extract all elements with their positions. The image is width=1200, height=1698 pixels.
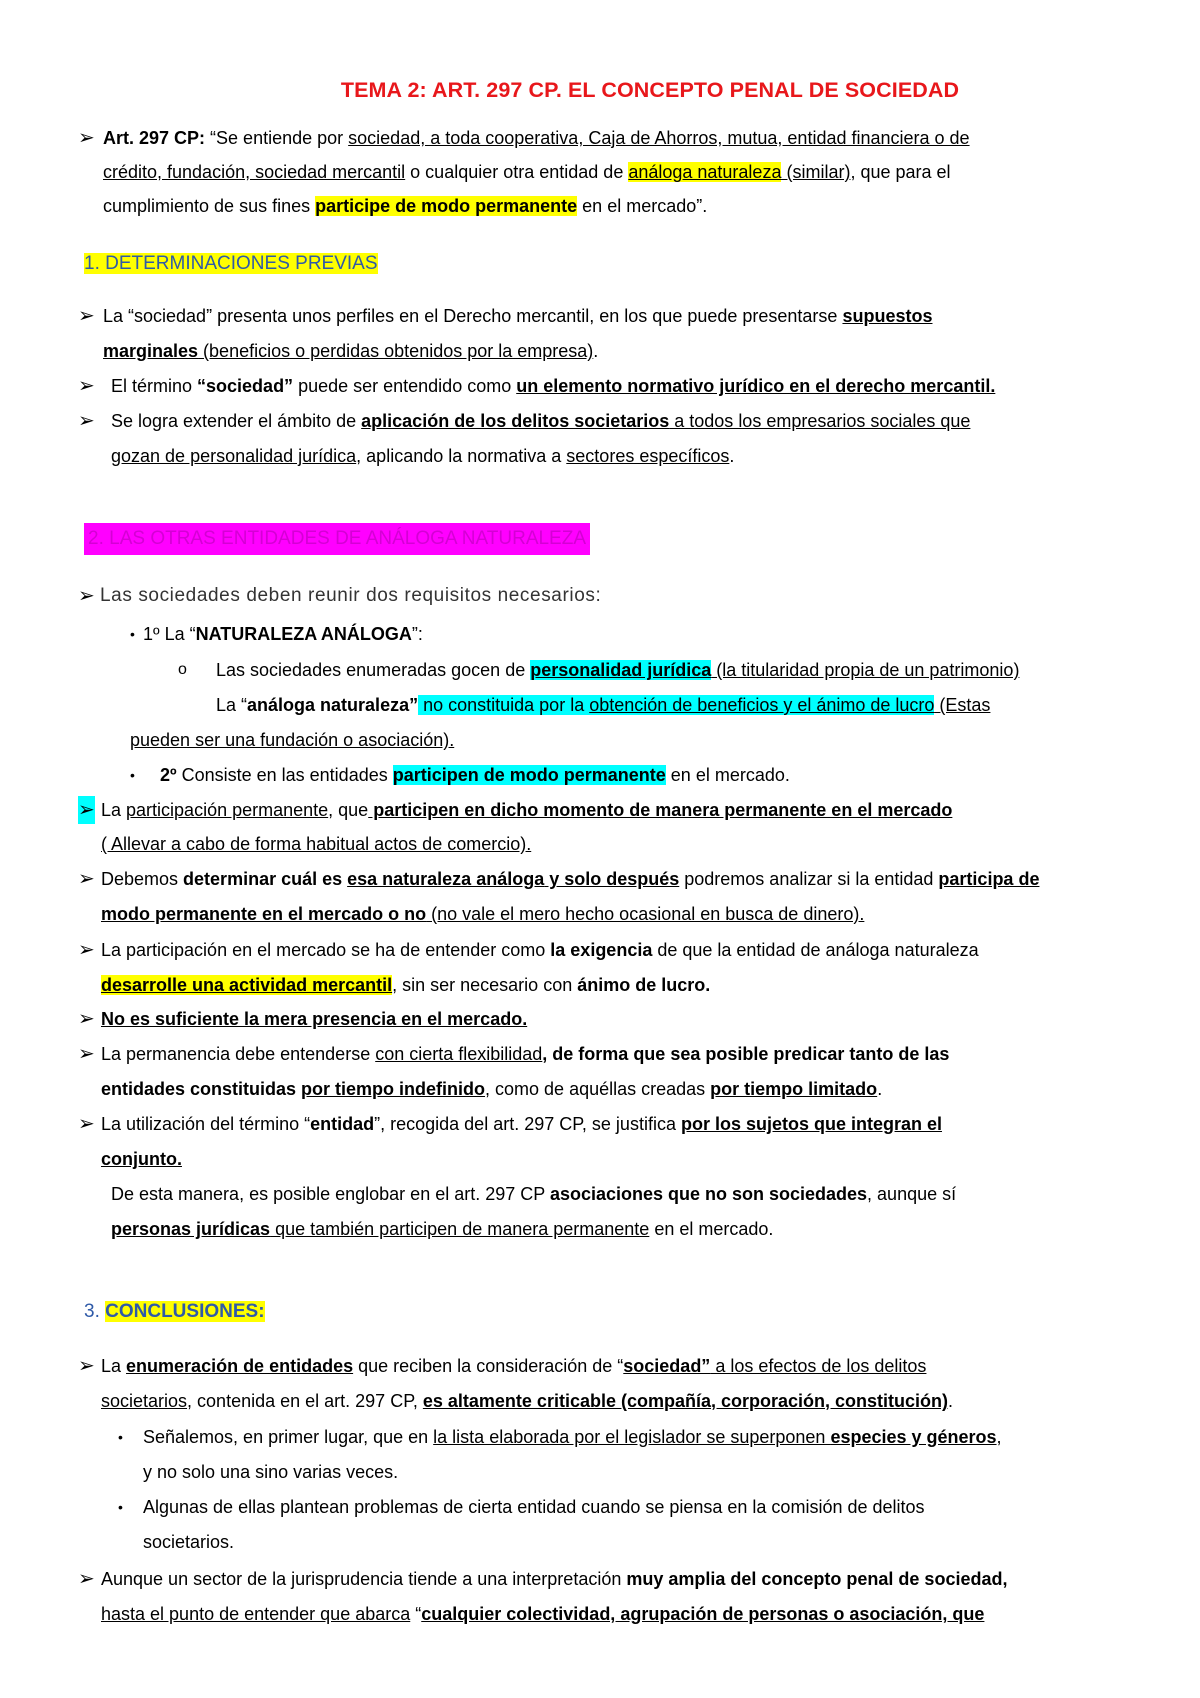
- highlight-text: desarrolle una actividad mercantil: [101, 975, 393, 995]
- text-span: pueden ser una fundación o asociación).: [130, 730, 455, 750]
- arrow-bullet-icon: ➢: [78, 1043, 95, 1065]
- text-span: marginales: [103, 341, 199, 361]
- text-span: La “sociedad” presenta unos perfiles en el Derecho mercantil, en los que puede presentarse: [103, 306, 843, 326]
- text-span: sociedad, a toda cooperativa, Caja de Ahorros, mutua, entidad financiera o de: [348, 128, 970, 148]
- text-span: “: [410, 1604, 422, 1624]
- text-span: la lista elaborada por el legislador se superponen: [433, 1427, 831, 1447]
- bullet-icon: •: [118, 1429, 123, 1445]
- text-line: [101, 900, 864, 928]
- text-span: “sociedad”: [197, 376, 294, 396]
- text-span: es altamente criticable (compañía, corporación, constitución): [422, 1391, 949, 1411]
- highlight-text: participen de modo permanente: [392, 765, 666, 785]
- text-span: con cierta flexibilidad: [375, 1044, 543, 1064]
- text-line: Algunas de ellas plantean problemas de cierta entidad cuando se piensa en la comisión de delitos: [143, 1497, 925, 1517]
- text-span: ( Allevar a cabo de forma habitual actos de comercio).: [101, 834, 532, 854]
- text-line: [216, 691, 990, 719]
- text-line: [103, 302, 932, 330]
- text-span: de que la entidad de análoga naturaleza: [652, 940, 979, 960]
- text-span: entidad: [310, 1114, 375, 1134]
- text-span: ánimo de lucro.: [577, 975, 711, 995]
- text-line: [101, 1145, 182, 1173]
- text-span: conjunto.: [101, 1149, 182, 1169]
- text-span: , aplicando la normativa a: [356, 446, 567, 466]
- text-line: [101, 971, 710, 999]
- text-span: análoga naturaleza”: [247, 695, 419, 715]
- highlight-text: personalidad jurídica: [530, 660, 712, 680]
- text-span: ,: [996, 1427, 1002, 1447]
- text-span: La “: [216, 695, 248, 715]
- arrow-bullet-icon: ➢: [78, 868, 95, 890]
- arrow-bullet-icon: ➢: [78, 1355, 95, 1377]
- text-span: .: [593, 341, 599, 361]
- text-span: , aunque sí: [867, 1184, 957, 1204]
- text-span: Debemos: [101, 869, 184, 889]
- text-line: [101, 1387, 953, 1415]
- text-line: y no solo una sino varias veces.: [143, 1462, 399, 1482]
- text-line: Las sociedades deben reunir dos requisitos necesarios:: [100, 585, 602, 606]
- text-span: (beneficios o perdidas obtenidos por la empresa): [198, 341, 594, 361]
- text-span: en el mercado”.: [577, 196, 708, 216]
- text-span: en el mercado.: [665, 765, 790, 785]
- text-span: “Se entiende por: [205, 128, 349, 148]
- text-span: entidades constituidas: [101, 1079, 302, 1099]
- heading-text: 1. DETERMINACIONES PREVIAS: [84, 253, 378, 274]
- text-span: sectores específicos: [566, 446, 730, 466]
- text-span: La participación en el mercado se ha de entender como: [101, 940, 551, 960]
- text-span: Las sociedades enumeradas gocen de: [216, 660, 531, 680]
- heading-text: 2. LAS OTRAS ENTIDADES DE ANÁLOGA NATURALEZA: [88, 528, 587, 549]
- highlight-text: no constituida por la: [418, 695, 590, 715]
- text-line: [143, 620, 423, 648]
- text-span: participación permanente: [126, 800, 329, 820]
- text-span: sociedad”: [623, 1356, 711, 1376]
- text-line: [101, 1005, 527, 1033]
- intro-line-3: [103, 192, 707, 220]
- text-span: que también participen de manera permanente: [270, 1219, 650, 1239]
- arrow-bullet-icon: ➢: [78, 1568, 95, 1590]
- text-line: [103, 337, 598, 365]
- section-heading-2: [84, 523, 590, 555]
- text-span: o cualquier otra entidad de: [405, 162, 629, 182]
- text-span: especies y géneros: [830, 1427, 997, 1447]
- text-span: que reciben la consideración de “: [353, 1356, 624, 1376]
- text-line: societarios.: [143, 1532, 235, 1552]
- text-line: [111, 407, 970, 435]
- text-span: modo permanente en el mercado o no: [101, 904, 427, 924]
- text-span: .: [877, 1079, 883, 1099]
- text-span: por los sujetos que integran el: [680, 1114, 942, 1134]
- text-span: personas jurídicas: [111, 1219, 271, 1239]
- text-line: [101, 1600, 984, 1628]
- text-span: (Estas: [934, 695, 991, 715]
- text-line: [111, 442, 734, 470]
- text-span: , contenida en el art. 297 CP,: [187, 1391, 423, 1411]
- text-span: , sin ser necesario con: [392, 975, 578, 995]
- article-ref: Art. 297 CP:: [103, 128, 206, 148]
- text-span: ”, recogida del art. 297 CP, se justifica: [374, 1114, 681, 1134]
- text-span: NATURALEZA ANÁLOGA: [195, 624, 412, 644]
- text-span: y solo después: [544, 869, 680, 889]
- text-span: cumplimiento de sus fines: [103, 196, 316, 216]
- arrow-bullet-icon: ➢: [78, 939, 95, 961]
- arrow-bullet-icon: ➢: [78, 585, 95, 607]
- arrow-bullet-icon: ➢: [78, 796, 95, 824]
- text-span: No es suficiente la mera presencia en el mercado.: [101, 1009, 528, 1029]
- intro-line-1: [103, 124, 970, 152]
- text-line: [101, 1075, 882, 1103]
- text-line: [101, 936, 979, 964]
- text-span: muy amplia del concepto penal de sociedad,: [626, 1569, 1008, 1589]
- arrow-bullet-icon: ➢: [78, 410, 95, 432]
- text-line: [101, 1352, 926, 1380]
- text-line: [160, 761, 790, 789]
- arrow-bullet-icon: ➢: [78, 1008, 95, 1030]
- text-line: [101, 830, 531, 858]
- text-line: [216, 656, 1019, 684]
- text-span: societarios: [101, 1391, 188, 1411]
- text-span: (no vale el mero hecho ocasional en busca de dinero).: [426, 904, 865, 924]
- text-span: determinar cuál es: [183, 869, 348, 889]
- text-span: La utilización del término “: [101, 1114, 311, 1134]
- bullet-icon: •: [118, 1499, 123, 1515]
- text-span: (la titularidad propia de un patrimonio): [711, 660, 1020, 680]
- text-line: [101, 865, 1039, 893]
- text-span: , de forma que sea posible predicar tanto de las: [542, 1044, 950, 1064]
- text-span: Consiste en las entidades: [176, 765, 393, 785]
- text-span: la exigencia: [550, 940, 653, 960]
- text-span: hasta el punto de entender que abarca: [101, 1604, 411, 1624]
- text-span: cualquier colectividad, agrupación de personas o asociación, que: [421, 1604, 985, 1624]
- text-span: La: [101, 1356, 127, 1376]
- text-line: [111, 372, 995, 400]
- text-span: en el mercado.: [649, 1219, 774, 1239]
- text-span: .: [948, 1391, 954, 1411]
- text-span: La permanencia debe entenderse: [101, 1044, 376, 1064]
- text-span: crédito, fundación, sociedad mercantil: [103, 162, 406, 182]
- text-span: gozan de personalidad jurídica: [111, 446, 357, 466]
- text-span: podremos analizar si la entidad: [679, 869, 939, 889]
- text-span: .: [729, 446, 735, 466]
- highlight-text: obtención de beneficios y el ánimo de lucro: [589, 695, 935, 715]
- text-line: [101, 1040, 949, 1068]
- text-span: La: [101, 800, 127, 820]
- text-span: Se logra extender el ámbito de: [111, 411, 362, 431]
- bullet-icon: •: [130, 626, 135, 642]
- text-span: esa naturaleza análoga: [347, 869, 545, 889]
- text-line: [101, 796, 952, 824]
- text-span: 2º: [160, 765, 177, 785]
- text-span: ”:: [411, 624, 423, 644]
- text-span: un elemento normativo jurídico en el derecho mercantil.: [516, 376, 996, 396]
- highlight-text: participe de modo permanente: [315, 196, 578, 216]
- text-span: a todos los empresarios sociales que: [669, 411, 971, 431]
- text-line: [111, 1215, 773, 1243]
- heading-text: CONCLUSIONES:: [105, 1301, 265, 1322]
- text-span: asociaciones que no son sociedades: [549, 1184, 868, 1204]
- text-span: De esta manera, es posible englobar en el art. 297 CP: [111, 1184, 550, 1204]
- highlight-text: análoga naturaleza: [628, 162, 782, 182]
- text-span: aplicación de los delitos societarios: [361, 411, 670, 431]
- text-span: El término: [111, 376, 198, 396]
- text-span: puede ser entendido como: [293, 376, 517, 396]
- arrow-bullet-icon: ➢: [78, 305, 95, 327]
- text-span: enumeración de entidades: [126, 1356, 354, 1376]
- text-span: Aunque un sector de la jurisprudencia tiende a una interpretación: [101, 1569, 627, 1589]
- section-heading-3: [84, 1296, 265, 1328]
- text-span: , como de aquéllas creadas: [485, 1079, 711, 1099]
- arrow-bullet-icon: ➢: [78, 127, 95, 149]
- page-title: TEMA 2: ART. 297 CP. EL CONCEPTO PENAL DE SOCIEDAD: [340, 78, 960, 102]
- arrow-bullet-icon: ➢: [78, 375, 95, 397]
- text-line: [101, 1565, 1007, 1593]
- text-line: [130, 726, 454, 754]
- text-span: participa de: [938, 869, 1040, 889]
- text-span: , que: [328, 800, 369, 820]
- text-span: Señalemos, en primer lugar, que en: [143, 1427, 434, 1447]
- text-line: [143, 1423, 1002, 1451]
- text-span: que para el: [855, 162, 951, 182]
- heading-number: 3.: [84, 1301, 106, 1322]
- text-span: por tiempo indefinido: [301, 1079, 486, 1099]
- text-span: 1º La “: [143, 624, 196, 644]
- bullet-icon: •: [130, 767, 135, 783]
- text-span: por tiempo limitado: [710, 1079, 878, 1099]
- section-heading-1: [84, 248, 378, 280]
- text-span: a los efectos de los delitos: [710, 1356, 927, 1376]
- arrow-bullet-icon: ➢: [78, 1113, 95, 1135]
- intro-line-2: [103, 158, 951, 186]
- text-span: (similar),: [781, 162, 856, 182]
- text-line: [111, 1180, 956, 1208]
- text-span: participen en dicho momento de manera permanente en el mercado: [368, 800, 953, 820]
- text-line: [101, 1110, 942, 1138]
- text-span: supuestos: [842, 306, 933, 326]
- circle-bullet-icon: o: [178, 661, 187, 678]
